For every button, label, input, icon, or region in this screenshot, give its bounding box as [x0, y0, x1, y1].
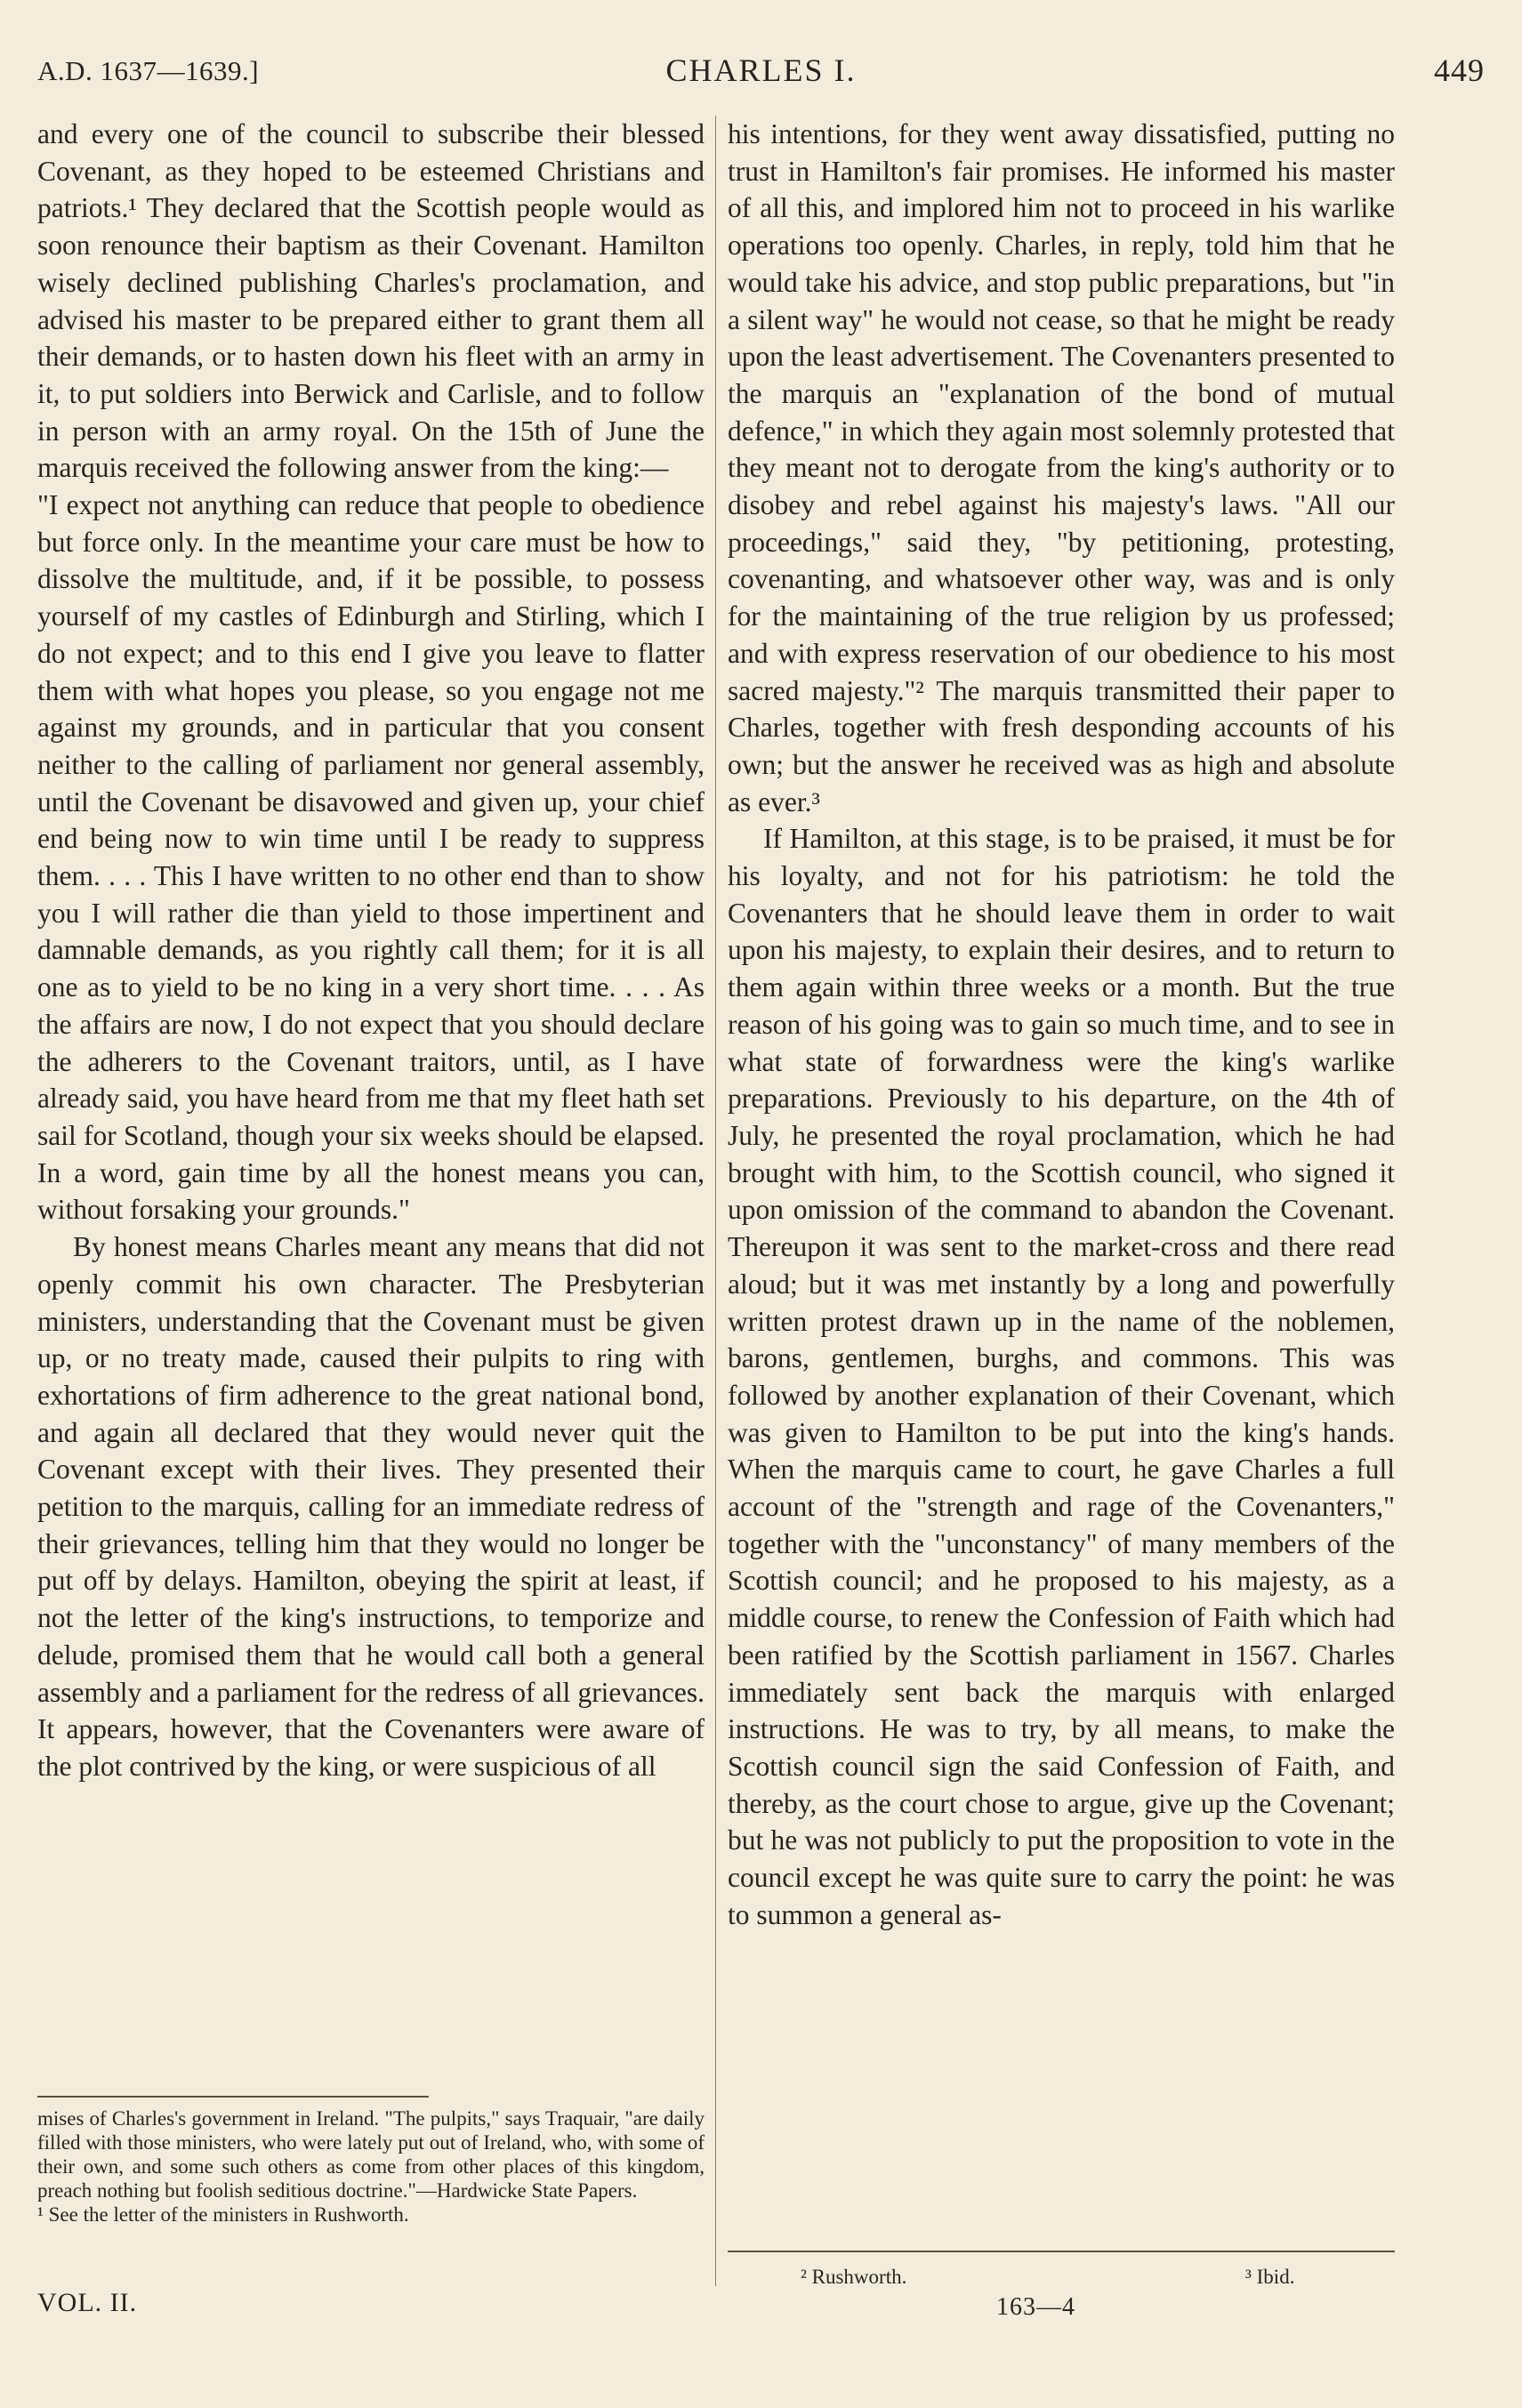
footnote-continued: mises of Charles's government in Ireland. "The pulpits," says Traquair, "are daily filled with those ministers, who were lately put out of Ireland, who, with some of their own, and some such others as come from other places of this kingdom, preach nothing but foolish seditious doctrine."—Hardwicke State Papers.: [37, 2107, 705, 2202]
running-header: [37, 46, 1485, 100]
signature-mark: 163—4: [996, 2293, 1075, 2321]
paragraph: and every one of the council to subscribe their blessed Covenant, as they hoped to be esteemed Christians and patriots.¹ They declared that the Scottish people would as soon renounce their baptism as their Covenant. Hamilton wisely declined publishing Charles's proclamation, and advised his master to be prepared either to grant them all their demands, or to hasten down his fleet with an army in it, to put soldiers into Berwick and Carlisle, and to follow in person with an army royal. On the 15th of June the marquis received the following answer from the king:—: [37, 118, 705, 484]
column-divider: [715, 116, 716, 2286]
paragraph: If Hamilton, at this stage, is to be praised, it must be for his loyalty, and not for his patriotism: he told the Covenanters that he should leave them in order to wait upon his majesty, to explain their desires, and to return to them again within three weeks or a month. But the true reason of his going was to gain so much time, and to see in what state of forwardness were the king's warlike preparations. Previously to his departure, on the 4th of July, he presented the royal proclamation, which he had brought with him, to the Scottish council, who signed it upon omission of the command to abandon the Covenant. Thereupon it was sent to the market-cross and there read aloud; but it was met instantly by a long and powerfully written protest drawn up in the name of the noblemen, barons, gentlemen, burghs, and commons. This was followed by another explanation of their Covenant, which was given to Hamilton to be put into the king's hands. When the marquis came to court, he gave Charles a full account of the "strength and rage of the Covenanters," together with the "unconstancy" of many members of the Scottish council; and he proposed to his majesty, as a middle course, to renew the Confession of Faith which had been ratified by the Scottish parliament in 1567. Charles immediately sent back the marquis with enlarged instructions. He was to try, by all means, to make the Scottish council sign the said Confession of Faith, and thereby, as the court chose to argue, give up the Covenant; but he was not publicly to put the proposition to vote in the council except he was quite sure to carry the point: he was to summon a general as-: [728, 823, 1395, 1930]
paragraph: By honest means Charles meant any means that did not openly commit his own character. The Presbyterian ministers, understanding that the Covenant must be given up, or no treaty made, caused their pulpits to ring with exhortations of firm adherence to the great national bond, and again all declared that they would never quit the Covenant except with their lives. They presented their petition to the marquis, calling for an immediate redress of their grievances, telling him that they would no longer be put off by delays. Hamilton, obeying the spirit at least, if not the letter of the king's instructions, to temporize and delude, promised them that he would call both a general assembly and a parliament for the redress of all grievances. It appears, however, that the Covenanters were aware of the plot contrived by the king, or were suspicious of all: [37, 1231, 705, 1782]
page-number: 449: [1434, 52, 1485, 88]
footnote-rule-right: [728, 2251, 1395, 2252]
header-date-range: A.D. 1637—1639.]: [37, 55, 260, 86]
left-column: [37, 116, 705, 1785]
footnote-2: ² Rushworth.: [801, 2266, 907, 2288]
king-letter-quote: "I expect not anything can reduce that people to obedience but force only. In the meantime your care must be how to dissolve the multitude, and, if it be possible, to possess yourself of my castles of Edinburgh and Stirling, which I do not expect; and to this end I give you leave to flatter them with what hopes you please, so you engage not me against my grounds, and in particular that you consent neither to the calling of parliament nor general assembly, until the Covenant be disavowed and given up, your chief end being now to win time until I be ready to suppress them. . . . This I have written to no other end than to show you I will rather die than yield to those impertinent and damnable demands, as you rightly call them; for it is all one as to yield to be no king in a very short time. . . . As the affairs are now, I do not expect that you should declare the adherers to the Covenant traitors, until, as I have already said, you have heard from me that my fleet hath set sail for Scotland, though your six weeks should be elapsed. In a word, gain time by all the honest means you can, without forsaking your grounds.": [37, 489, 705, 1226]
footnotes-left: [37, 2106, 705, 2227]
right-column: [728, 116, 1395, 1933]
footnote-rule-left: [37, 2096, 429, 2098]
header-title: CHARLES I.: [665, 52, 857, 88]
footnote-3: ³ Ibid.: [1245, 2266, 1295, 2288]
volume-label: VOL. II.: [37, 2288, 138, 2317]
paragraph: his intentions, for they went away dissatisfied, putting no trust in Hamilton's fair promises. He informed his master of all this, and implored him not to proceed in his warlike operations too openly. Charles, in reply, told him that he would take his advice, and stop public preparations, but "in a silent way" he would not cease, so that he might be ready upon the least advertisement. The Covenanters presented to the marquis an "explanation of the bond of mutual defence," in which they again most solemnly protested that they meant not to derogate from the king's authority or to disobey and rebel against his majesty's laws. "All our proceedings," said they, "by petitioning, protesting, covenanting, and whatsoever other way, was and is only for the maintaining of the true religion by us professed; and with express reservation of our obedience to his most sacred majesty."² The marquis transmitted their paper to Charles, together with fresh desponding accounts of his own; but the answer he received was as high and absolute as ever.³: [728, 118, 1395, 817]
footnote-1: ¹ See the letter of the ministers in Rushworth.: [37, 2203, 409, 2226]
